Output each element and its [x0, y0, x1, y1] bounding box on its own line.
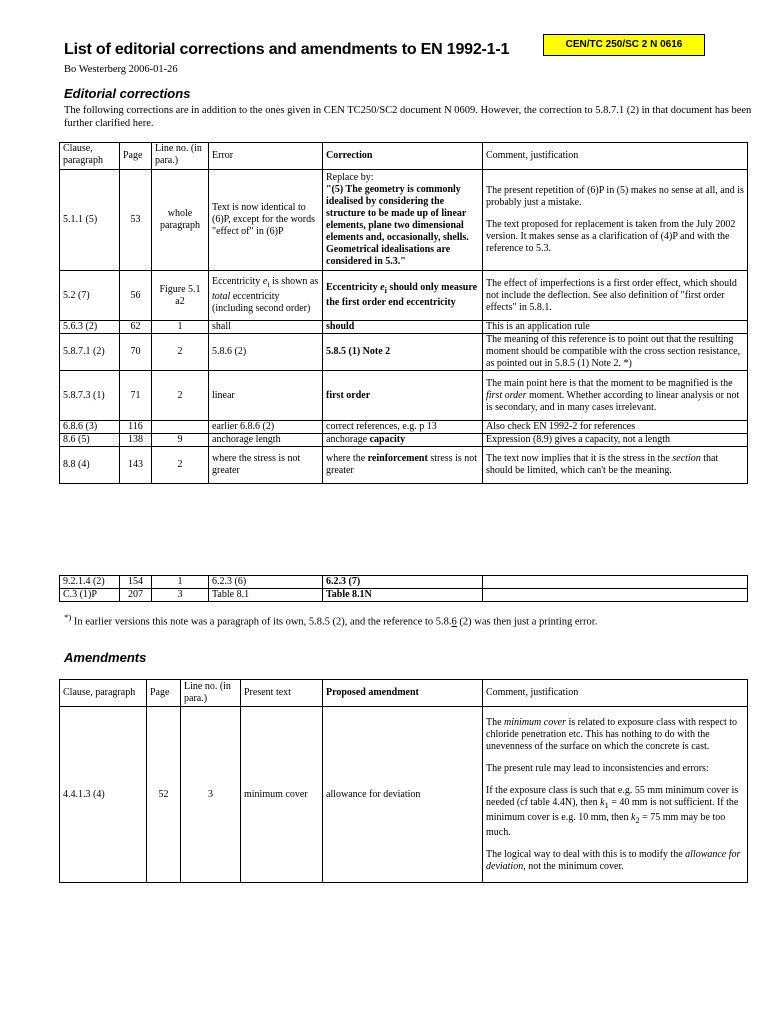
table-row — [60, 271, 748, 321]
error-cell: 6.2.3 (6) — [209, 576, 323, 589]
comment-paragraph — [486, 717, 744, 753]
editorial-corrections-table — [59, 142, 748, 484]
text-run: where the — [326, 453, 368, 464]
italic-text: total — [212, 291, 231, 302]
subscript: 2 — [635, 815, 640, 825]
page-cell: 138 — [120, 434, 152, 447]
text-run: (2) was then just a printing error. — [456, 616, 598, 628]
text-run: eccentricity (including second order) — [212, 291, 311, 314]
line-cell: 3 — [152, 589, 209, 602]
bold-text: reinforcement — [367, 453, 428, 464]
comment-cell — [483, 707, 748, 883]
table-row — [60, 371, 748, 421]
comment-cell — [483, 447, 748, 484]
editorial-heading: Editorial corrections — [64, 86, 191, 101]
error-cell: Text is now identical to (6)P, except for the words "effect of" in (6)P — [209, 170, 323, 271]
line-cell: 2 — [152, 447, 209, 484]
header-cell: Proposed amendment — [323, 680, 483, 707]
clause-cell: 6.8.6 (3) — [60, 421, 120, 434]
footnote — [64, 612, 597, 628]
table-header-row — [60, 143, 748, 170]
page-title: List of editorial corrections and amendments to EN 1992-1-1 — [64, 41, 510, 58]
author-date: Bo Westerberg 2006-01-26 — [64, 64, 178, 75]
italic-text: minimum cover — [504, 716, 566, 728]
comment-cell — [483, 576, 748, 589]
line-cell: Figure 5.1 a2 — [152, 271, 209, 321]
line-cell — [152, 421, 209, 434]
text-run: If the exposure class is such that e.g. 55 mm minimum cover is needed (cf table 4.4N), then — [486, 784, 739, 808]
text-run: The — [486, 716, 505, 728]
text-run: is shown as — [269, 276, 319, 287]
comment-cell: The meaning of this reference is to point out that the resulting moment should be compatible with the cross section resistance, as pointed out in 5.8.5 (1) Note 2. *) — [483, 334, 748, 371]
correction-cell: correct references, e.g. p 13 — [323, 421, 483, 434]
error-cell: Table 8.1 — [209, 589, 323, 602]
correction-text: "(5) The geometry is commonly idealised by considering the structure to be made up of linear elements, plane two dimensional elements and, occasionally, shells. Geometrical idealisations are considered in 5.3." — [326, 184, 469, 267]
correction-cell: should — [323, 321, 483, 334]
error-cell: shall — [209, 321, 323, 334]
present-text-cell: minimum cover — [241, 707, 323, 883]
proposed-amendment-cell: allowance for deviation — [323, 707, 483, 883]
table-row — [60, 589, 748, 602]
intro-paragraph: The following corrections are in addition to the ones given in CEN TC250/SC2 document N 0609. However, the correction to 5.8.7.1 (2) in that document has been further clarified here. — [64, 105, 752, 129]
table-row — [60, 321, 748, 334]
text-run: Eccentricity — [326, 282, 381, 293]
page-cell: 70 — [120, 334, 152, 371]
comment-cell — [483, 589, 748, 602]
page-cell: 143 — [120, 447, 152, 484]
clause-cell: C.3 (1)P — [60, 589, 120, 602]
header-cell: Clause, paragraph — [60, 680, 147, 707]
clause-cell: 9.2.1.4 (2) — [60, 576, 120, 589]
amendments-heading: Amendments — [64, 650, 147, 665]
line-cell: whole paragraph — [152, 170, 209, 271]
header-cell: Correction — [323, 143, 483, 170]
page-cell: 71 — [120, 371, 152, 421]
text-run: In earlier versions this note was a paragraph of its own, 5.8.5 (2), and the reference to 5.8. — [71, 616, 452, 628]
correction-prefix: Replace by: — [326, 172, 374, 183]
correction-cell: Table 8.1N — [323, 589, 483, 602]
clause-cell: 5.1.1 (5) — [60, 170, 120, 271]
error-cell: 5.8.6 (2) — [209, 334, 323, 371]
footnote-mark: *) — [64, 612, 72, 622]
italic-text: first order — [486, 389, 527, 401]
document-reference-box: CEN/TC 250/SC 2 N 0616 — [543, 34, 705, 56]
subscript: 1 — [604, 800, 609, 810]
line-cell: 2 — [152, 334, 209, 371]
table-header-row — [60, 680, 748, 707]
editorial-corrections-continued — [59, 575, 748, 602]
clause-cell: 5.6.3 (2) — [60, 321, 120, 334]
text-run: that should be limited, which can't be the meaning. — [486, 453, 719, 476]
page-cell: 154 — [120, 576, 152, 589]
comment-cell — [483, 170, 748, 271]
amendments-table — [59, 679, 748, 883]
correction-cell — [323, 170, 483, 271]
correction-cell: first order — [323, 371, 483, 421]
text-run: stress is not greater — [326, 453, 477, 476]
underlined-text: 6 — [451, 616, 457, 628]
correction-cell: 5.8.5 (1) Note 2 — [323, 334, 483, 371]
error-cell: earlier 6.8.6 (2) — [209, 421, 323, 434]
line-cell: 1 — [152, 576, 209, 589]
italic-text: allowance for deviation — [486, 848, 741, 872]
clause-cell: 5.2 (7) — [60, 271, 120, 321]
table-row — [60, 434, 748, 447]
text-run: The main point here is that the moment to be magnified is the — [486, 377, 733, 389]
table-row — [60, 447, 748, 484]
page-cell: 56 — [120, 271, 152, 321]
table-row — [60, 334, 748, 371]
table-row — [60, 170, 748, 271]
clause-cell: 5.8.7.1 (2) — [60, 334, 120, 371]
page-cell: 62 — [120, 321, 152, 334]
line-cell: 9 — [152, 434, 209, 447]
header-cell: Clause, paragraph — [60, 143, 120, 170]
page-cell: 52 — [147, 707, 181, 883]
comment-paragraph — [486, 785, 744, 839]
header-cell: Present text — [241, 680, 323, 707]
text-run: anchorage — [326, 434, 370, 445]
line-cell: 1 — [152, 321, 209, 334]
symbol-k: k — [600, 796, 605, 808]
line-cell: 3 — [181, 707, 241, 883]
comment-cell: Also check EN 1992-2 for references — [483, 421, 748, 434]
text-run: = 40 mm is not sufficient. If the minimum cover is e.g. 10 mm, then — [486, 796, 739, 823]
table-row — [60, 576, 748, 589]
symbol-k: k — [630, 811, 636, 823]
text-run: The text now implies that it is the stress in the — [486, 453, 673, 464]
comment-cell: The effect of imperfections is a first order effect, which should not include the deflection. See also definition of "first order effects" in 5.8.1. — [483, 271, 748, 321]
comment-paragraph: The present repetition of (6)P in (5) makes no sense at all, and is probably just a mistake. — [486, 185, 744, 208]
symbol-e: e — [380, 282, 385, 293]
text-run: is related to exposure class with respect to chloride penetration etc. This has nothing to do with the unevenness of the surface on which the concrete is cast. — [486, 716, 738, 752]
comment-cell — [483, 371, 748, 421]
error-cell: where the stress is not greater — [209, 447, 323, 484]
error-cell: linear — [209, 371, 323, 421]
comment-cell: This is an application rule — [483, 321, 748, 334]
line-cell: 2 — [152, 371, 209, 421]
comment-paragraph: The present rule may lead to inconsistencies and errors: — [486, 762, 709, 774]
text-run: The logical way to deal with this is to modify the — [486, 848, 686, 860]
error-cell — [209, 271, 323, 321]
comment-paragraph — [486, 849, 744, 873]
correction-cell — [323, 434, 483, 447]
header-cell: Page — [120, 143, 152, 170]
header-cell: Page — [147, 680, 181, 707]
symbol-e: e — [262, 276, 268, 287]
correction-cell — [323, 447, 483, 484]
table-row — [60, 421, 748, 434]
clause-cell: 4.4.1.3 (4) — [60, 707, 147, 883]
error-cell: anchorage length — [209, 434, 323, 447]
header-cell: Line no. (in para.) — [152, 143, 209, 170]
header-cell: Comment, justification — [483, 143, 748, 170]
bold-text: capacity — [369, 434, 406, 445]
header-cell: Error — [209, 143, 323, 170]
comment-cell: Expression (8.9) gives a capacity, not a length — [483, 434, 748, 447]
page-cell: 207 — [120, 589, 152, 602]
text-run: Eccentricity — [212, 276, 263, 287]
clause-cell: 8.8 (4) — [60, 447, 120, 484]
text-run: should only measure the first order end eccentricity — [326, 282, 478, 308]
table-row — [60, 707, 748, 883]
clause-cell: 5.8.7.3 (1) — [60, 371, 120, 421]
italic-text: section — [672, 453, 701, 464]
header-cell: Line no. (in para.) — [181, 680, 241, 707]
header-cell: Comment, justification — [483, 680, 748, 707]
subscript: i — [267, 280, 270, 289]
subscript: i — [384, 286, 387, 295]
page-cell: 116 — [120, 421, 152, 434]
text-run: , not the minimum cover. — [523, 860, 624, 872]
clause-cell: 8.6 (5) — [60, 434, 120, 447]
text-run: moment. Whether according to linear analysis or not is secondary, and in many cases irrelevant. — [486, 389, 740, 413]
correction-cell: 6.2.3 (7) — [323, 576, 483, 589]
page-cell: 53 — [120, 170, 152, 271]
correction-cell — [323, 271, 483, 321]
comment-paragraph: The text proposed for replacement is taken from the July 2002 version. It makes sense as a clarification of (4)P and with the reference to 5.3. — [486, 219, 736, 254]
text-run: = 75 mm may be too much. — [486, 811, 726, 838]
